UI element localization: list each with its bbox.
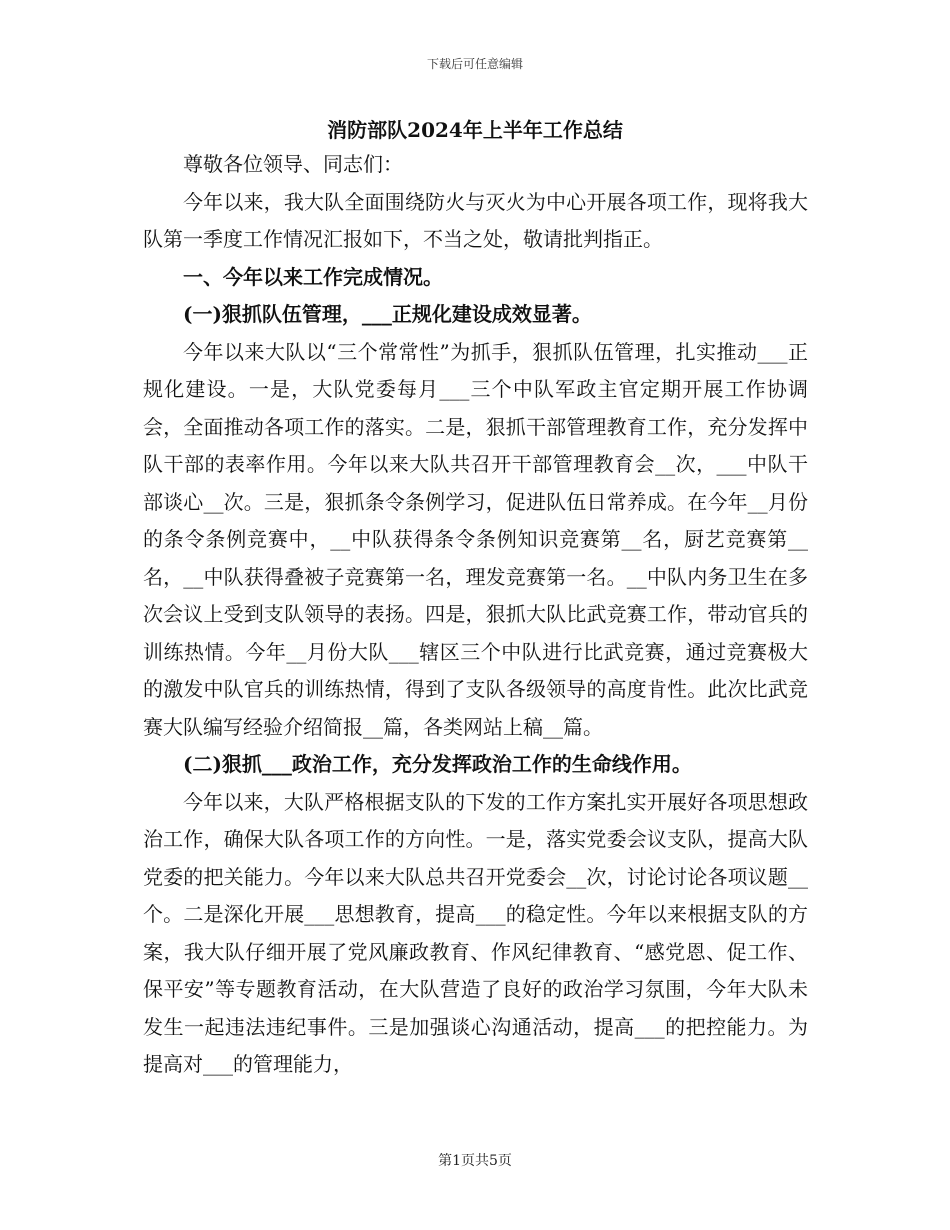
page-footer: 第1页共5页 xyxy=(438,1153,512,1169)
section-heading-1: 一、今年以来工作完成情况。 xyxy=(183,264,443,289)
intro-paragraph: 今年以来，我大队全面围绕防火与灭火为中心开展各项工作，现将我大队第一季度工作情况汇报如下，不当之处，敬请批判指正。 xyxy=(143,189,808,251)
header-note: 下载后可任意编辑 xyxy=(426,57,523,71)
salutation: 尊敬各位领导、同志们： xyxy=(183,152,403,176)
subsection-heading-2: (二)狠抓___政治工作，充分发挥政治工作的生命线作用。 xyxy=(183,752,692,776)
document-title: 消防部队2024年上半年工作总结 xyxy=(327,118,623,142)
body-paragraph-2: 今年以来，大队严格根据支队的下发的工作方案扎实开展好各项思想政治工作，确保大队各项工作的方向性。一是，落实党委会议支队，提高大队党委的把关能力。今年以来大队总共召开党委会__次，讨论讨论各项议题__个。二是深化开展___思想教育，提高___的稳定性。今年以来根据支队的方案，我大队仔细开展了党风廉政教育、作风纪律教育、“感党恩、促工作、保平安”等专题教育活动，在大队营造了良好的政治学习氛围，今年大队未发生一起违法违纪事件。三是加强谈心沟通活动，提高___的把控能力。为提高对___的管理能力， xyxy=(143,789,808,1076)
subsection-heading-1: (一)狠抓队伍管理，___正规化建设成效显著。 xyxy=(183,302,592,326)
body-paragraph-1: 今年以来大队以“三个常常性”为抓手，狠抓队伍管理，扎实推动___正规化建设。一是，大队党委每月___三个中队军政主官定期开展工作协调会，全面推动各项工作的落实。二是，狠抓干部管理教育工作，充分发挥中队干部的表率作用。今年以来大队共召开干部管理教育会__次，___中队干部谈心__次。三是，狠抓条令条例学习，促进队伍日常养成。在今年__月份的条令条例竞赛中，__中队获得条令条例知识竞赛第__名，厨艺竞赛第__名，__中队获得叠被子竞赛第一名，理发竞赛第一名。__中队内务卫生在多次会议上受到支队领导的表扬。四是，狠抓大队比武竞赛工作，带动官兵的训练热情。今年__月份大队___辖区三个中队进行比武竞赛，通过竞赛极大的激发中队官兵的训练热情，得到了支队各级领导的高度肯性。此次比武竞赛大队编写经验介绍简报__篇，各类网站上稿__篇。 xyxy=(143,339,808,739)
document-body xyxy=(143,146,808,1084)
